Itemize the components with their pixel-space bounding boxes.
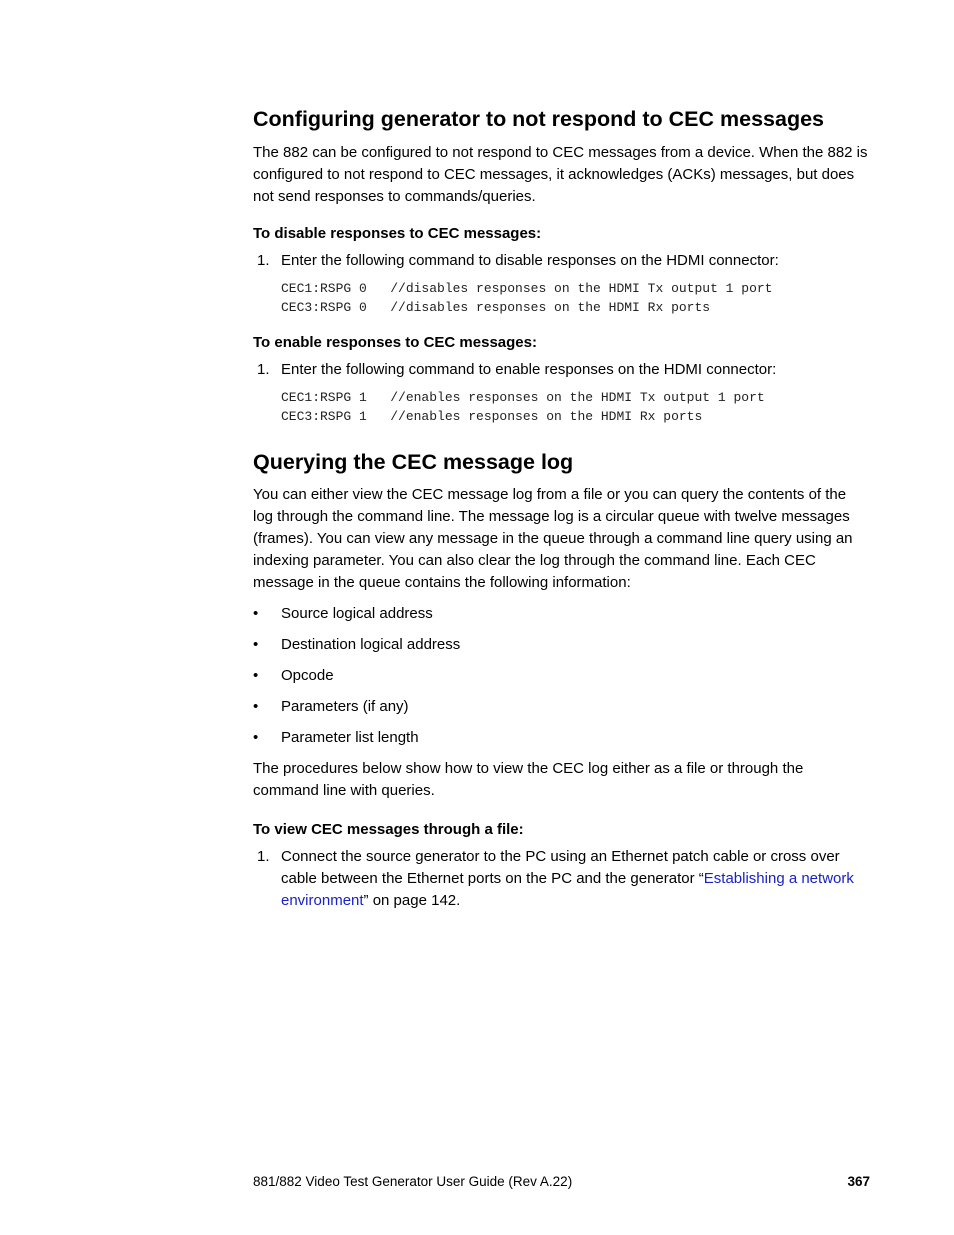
message-info-list xyxy=(253,603,868,758)
list-item-text: Opcode xyxy=(281,667,334,685)
step-text xyxy=(281,846,868,911)
step-number: 1. xyxy=(257,252,270,270)
view-file-step xyxy=(253,846,868,911)
step-number: 1. xyxy=(257,361,270,379)
bullet-glyph: • xyxy=(253,605,259,623)
list-item xyxy=(253,727,868,758)
disable-code-line-2: CEC3:RSPG 0 //disables responses on the HDMI Rx ports xyxy=(281,299,711,315)
bullet-glyph: • xyxy=(253,667,259,685)
section-heading-configuring: Configuring generator to not respond to CEC messages xyxy=(253,107,824,131)
list-item-text: Parameters (if any) xyxy=(281,698,409,716)
querying-intro-paragraph: You can either view the CEC message log from a file or you can query the contents of the log through the command line. The message log is a circular queue with twelve messages (frames). You can view any message in the queue through a command line query using an indexing parameter. You can also clear the log through the command line. Each CEC message in the queue contains the following information: xyxy=(253,486,853,591)
disable-code-line-1: CEC1:RSPG 0 //disables responses on the HDMI Tx output 1 port xyxy=(281,281,773,297)
enable-responses-heading: To enable responses to CEC messages: xyxy=(253,334,537,352)
procedures-paragraph: The procedures below show how to view the CEC log either as a file or through the command line with queries. xyxy=(253,760,804,800)
enable-code-line-1: CEC1:RSPG 1 //enables responses on the HDMI Tx output 1 port xyxy=(281,390,765,406)
step-number: 1. xyxy=(257,847,270,865)
list-item-text: Source logical address xyxy=(281,605,433,623)
view-file-heading: To view CEC messages through a file: xyxy=(253,820,524,838)
bullet-glyph: • xyxy=(253,636,259,654)
bullet-glyph: • xyxy=(253,698,259,716)
step-text-before: Connect the source generator to the PC using an Ethernet patch cable or cross over cable between the Ethernet ports on the PC and the generator “ xyxy=(281,847,840,887)
disable-step xyxy=(253,250,868,272)
list-item-text: Parameter list length xyxy=(281,729,419,747)
list-item xyxy=(253,696,868,727)
intro-paragraph: The 882 can be configured to not respond to CEC messages from a device. When the 882 is configured to not respond to CEC messages, it acknowledges (ACKs) messages, but does not send responses to commands/queries. xyxy=(253,144,868,205)
enable-code-line-2: CEC3:RSPG 1 //enables responses on the HDMI Rx ports xyxy=(281,408,703,424)
footer-doc-title: 881/882 Video Test Generator User Guide (Rev A.22) xyxy=(253,1174,573,1189)
page-footer xyxy=(253,1174,870,1189)
page-number: 367 xyxy=(847,1174,870,1189)
list-item xyxy=(253,665,868,696)
step-text: Enter the following command to enable responses on the HDMI connector: xyxy=(281,361,777,379)
section-heading-querying: Querying the CEC message log xyxy=(253,450,574,475)
enable-step xyxy=(253,359,868,381)
page-content xyxy=(253,105,868,911)
bullet-glyph: • xyxy=(253,729,259,747)
list-item xyxy=(253,634,868,665)
list-item-text: Destination logical address xyxy=(281,636,461,654)
step-text: Enter the following command to disable responses on the HDMI connector: xyxy=(281,252,779,270)
disable-responses-heading: To disable responses to CEC messages: xyxy=(253,225,542,243)
step-text-after: ” on page 142. xyxy=(363,891,461,909)
list-item xyxy=(253,603,868,634)
establishing-network-link[interactable]: Establishing a network environment xyxy=(281,869,854,909)
